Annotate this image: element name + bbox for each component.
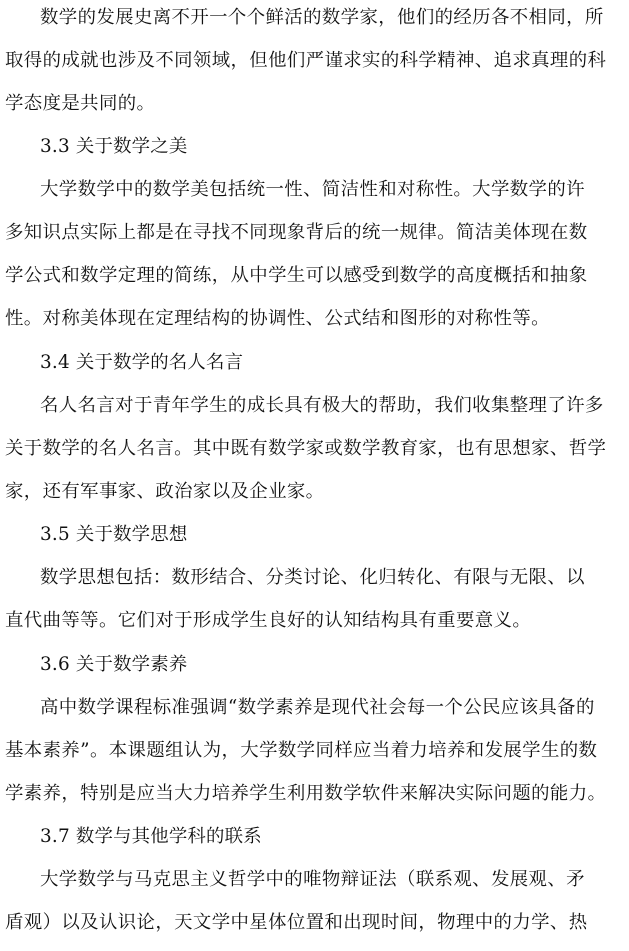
paragraph-line: 数学思想包括：数形结合、分类讨论、化归转化、有限与无限、以: [40, 567, 585, 588]
paragraph-line: 高中数学课程标准强调“数学素养是现代社会每一个公民应该具备的: [40, 697, 595, 718]
paragraph-line: 取得的成就也涉及不同领域，但他们严谨求实的科学精神、追求真理的科: [5, 50, 607, 71]
section-heading-3-5: 3.5 关于数学思想: [40, 524, 188, 545]
paragraph-line: 多知识点实际上都是在寻找不同现象背后的统一规律。简洁美体现在数: [5, 222, 588, 243]
paragraph-line: 数学的发展史离不开一个个鲜活的数学家，他们的经历各不相同，所: [40, 7, 604, 28]
paragraph-line: 学公式和数学定理的简练，从中学生可以感受到数学的高度概括和抽象: [5, 265, 588, 286]
section-heading-3-4: 3.4 关于数学的名人名言: [40, 352, 244, 373]
section-heading-3-7: 3.7 数学与其他学科的联系: [40, 826, 262, 847]
paragraph-line: 名人名言对于青年学生的成长具有极大的帮助，我们收集整理了许多: [40, 395, 604, 416]
paragraph-line: 学态度是共同的。: [5, 93, 156, 114]
paragraph-line: 性。对称美体现在定理结构的协调性、公式结和图形的对称性等。: [5, 308, 550, 329]
paragraph-line: 关于数学的名人名言。其中既有数学家或数学教育家，也有思想家、哲学: [5, 438, 607, 459]
paragraph-line: 基本素养”。本课题组认为，大学数学同样应当着力培养和发展学生的数: [5, 740, 598, 761]
paragraph-line: 直代曲等等。它们对于形成学生良好的认知结构具有重要意义。: [5, 610, 532, 631]
paragraph-line: 大学数学中的数学美包括统一性、简洁性和对称性。大学数学的许: [40, 179, 585, 200]
paragraph-line: 家，还有军事家、政治家以及企业家。: [5, 481, 325, 502]
section-heading-3-6: 3.6 关于数学素养: [40, 654, 188, 675]
section-heading-3-3: 3.3 关于数学之美: [40, 136, 188, 157]
paragraph-line: 大学数学与马克思主义哲学中的唯物辩证法（联系观、发展观、矛: [40, 869, 585, 890]
paragraph-line: 盾观）以及认识论，天文学中星体位置和出现时间，物理中的力学、热: [5, 912, 588, 933]
paragraph-line: 学素养，特别是应当大力培养学生利用数学软件来解决实际问题的能力。: [5, 783, 607, 804]
